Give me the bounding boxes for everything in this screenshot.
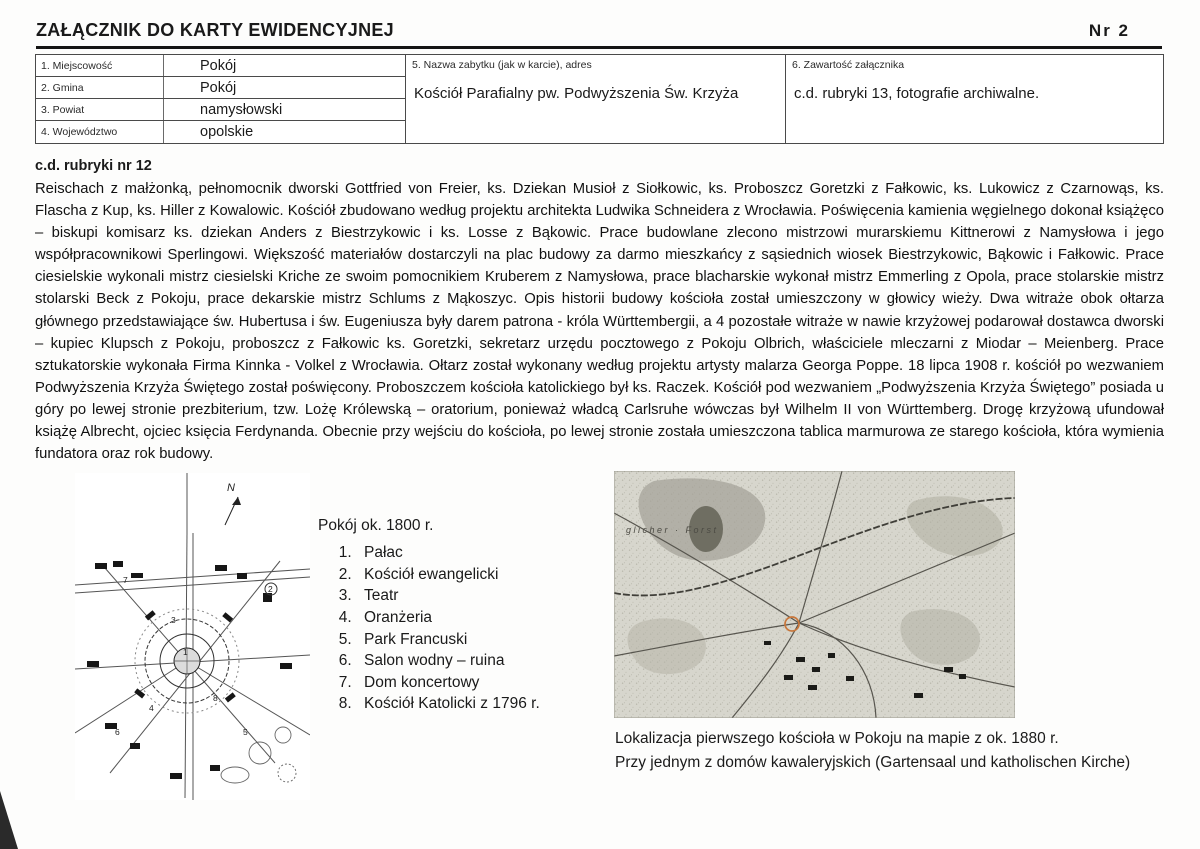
plan-legend-title: Pokój ok. 1800 r. bbox=[318, 517, 434, 535]
map-caption bbox=[615, 727, 1130, 775]
field-label-powiat: 3. Powiat bbox=[36, 99, 164, 120]
field-label-nazwa-zabytku: 5. Nazwa zabytku (jak w karcie), adres bbox=[412, 59, 592, 71]
figures-section bbox=[0, 471, 1200, 823]
town-plan-image bbox=[75, 473, 310, 800]
rubric-paragraph: Reischach z małżonką, pełnomocnik dworski Gottfried von Freier, ks. Dziekan Musioł z Siołkowic, ks. Proboszcz Goretzki z Fałkowic, ks. Lukowicz z Czarnowąs, ks. Flascha z Kup, ks. Hiller z Kowalowic. Kościół zbudowano według projektu architekta Ludwika Schneidera z Wrocławia. Poświęcenia kamienia węgielnego dokonał książęco – biskupi komisarz ks. dziekan Anders z Biestrzykowic i ks. Losse z Bąkowic. Prace budowlane zlecono mistrzowi murarskiemu Kittnerowi z Namysłowa i jego współpracownikowi Sperlingowi. Większość materiałów dostarczyli na plac budowy za darmo mieszkańcy z sąsiednich wiosek Biestrzykowic, Bąkowic i Fałkowic. Prace ciesielskie wykonali mistrz ciesielski Kriche ze swoim pomocnikiem Kruberem z Namysłowa, prace blacharskie wykonał mistrz Emmerling z Opola, prace stolarskie mistrz stolarski Beck z Pokoju, prace dekarskie mistrz Schlums z Mąkoszyc. Opis historii budowy kościoła został umieszczony w głowicy wieży. Dwa witraże obok ołtarza głównego przedstawiające św. Hubertusa i św. Eugeniusza były darem patrona - króla Württembergii, a 4 pozostałe witraże w nawie krzyżowej podarował dostawca dworski – kupiec Klupsch z Pokoju, proboszcz z Fałkowic ks. Goretzki, sekretarz urzędu pocztowego z Pokoju Olbrich, właściciele mleczarni z Miodar – Meienberg. Prace sztukatorskie wykonała Firma Kinnka - Volkel z Wrocławia. Ołtarz został wykonany według projektu artysty malarza Georga Poppe. 18 lipca 1908 r. kościół po wezwaniem Podwyższenia Krzyża Świętego został poświęcony. Proboszczem kościoła katolickiego był ks. Raczek. Kościół pod wezwaniem „Podwyższenia Krzyża Świętego” posiada u góry po lewej stronie prezbiterium, tzw. Lożę Królewską – oratorium, ponieważ władcą Carlsruhe wówczas był Wilhelm II von Württemberg. Drogę krzyżową ufundował książę Albrecht, ojciec księcia Ferdynanda. Obecnie przy wejściu do kościoła, po lewej stronie została umieszczona tablica marmurowa ze starego kościoła, która wymienia fundatora oraz rok budowy. bbox=[35, 181, 1164, 463]
plan-marker-1: 1 bbox=[183, 647, 188, 658]
page-title: ZAŁĄCZNIK DO KARTY EWIDENCYJNEJ bbox=[36, 20, 394, 40]
legend-item-park-francuski: 5. Park Francuski bbox=[356, 629, 568, 651]
field-label-zawartosc: 6. Zawartość załącznika bbox=[792, 59, 905, 71]
field-value-powiat: namysłowski bbox=[200, 101, 283, 118]
field-value-gmina: Pokój bbox=[200, 79, 237, 96]
annex-number: Nr 2 bbox=[1088, 21, 1130, 40]
table-row bbox=[36, 55, 405, 77]
historic-map-drawing bbox=[614, 471, 1015, 718]
field-label-wojewodztwo: 4. Województwo bbox=[36, 121, 164, 143]
legend-item-kosciol-katolicki: 8. Kościół Katolicki z 1796 r. bbox=[356, 693, 568, 715]
plan-marker-8: 8 bbox=[213, 693, 218, 704]
info-table bbox=[35, 54, 1164, 144]
plan-marker-7: 7 bbox=[123, 575, 128, 586]
legend-item-oranzeria: 4. Oranżeria bbox=[356, 607, 568, 629]
info-table-content-column bbox=[786, 55, 1163, 143]
map-caption-line2: Przy jednym z domów kawaleryjskich (Gartensaal und katholischen Kirche) bbox=[615, 754, 1131, 772]
table-row bbox=[36, 77, 405, 99]
field-label-gmina: 2. Gmina bbox=[36, 77, 164, 98]
north-label: N bbox=[227, 482, 235, 495]
plan-marker-6: 6 bbox=[115, 727, 120, 738]
info-table-location-column bbox=[36, 55, 406, 143]
plan-legend bbox=[318, 517, 568, 715]
field-value-zawartosc: c.d. rubryki 13, fotografie archiwalne. bbox=[794, 85, 1040, 102]
field-value-wojewodztwo: opolskie bbox=[200, 124, 254, 140]
table-row bbox=[36, 121, 405, 143]
town-plan-drawing bbox=[75, 473, 310, 800]
annex-content-cell bbox=[786, 55, 1163, 143]
plan-marker-3: 3 bbox=[171, 615, 176, 626]
map-forest-label: glicher · Forst bbox=[626, 525, 719, 536]
field-label-miejscowosc: 1. Miejscowość bbox=[36, 55, 164, 76]
table-row bbox=[36, 99, 405, 121]
field-value-miejscowosc: Pokój bbox=[200, 57, 237, 74]
plan-marker-5: 5 bbox=[243, 727, 248, 738]
field-value-nazwa-zabytku: Kościół Parafialny pw. Podwyższenia Św. Krzyża bbox=[414, 85, 739, 102]
legend-item-salon-wodny: 6. Salon wodny – ruina bbox=[356, 650, 568, 672]
legend-item-palac: 1. Pałac bbox=[356, 542, 568, 564]
plan-legend-list bbox=[318, 542, 568, 715]
legend-item-dom-koncertowy: 7. Dom koncertowy bbox=[356, 672, 568, 694]
info-table-monument-column bbox=[406, 55, 786, 143]
plan-marker-2: 2 bbox=[268, 584, 273, 595]
legend-item-kosciol-ewangelicki: 2. Kościół ewangelicki bbox=[356, 564, 568, 586]
historic-map-image bbox=[614, 471, 1015, 718]
legend-item-teatr: 3. Teatr bbox=[356, 585, 568, 607]
rubric-heading: c.d. rubryki nr 12 bbox=[35, 158, 152, 174]
map-caption-line1: Lokalizacja pierwszego kościoła w Pokoju na mapie z ok. 1880 r. bbox=[615, 730, 1059, 748]
plan-marker-4: 4 bbox=[149, 703, 154, 714]
monument-cell bbox=[406, 55, 785, 143]
document-header bbox=[36, 20, 1162, 49]
